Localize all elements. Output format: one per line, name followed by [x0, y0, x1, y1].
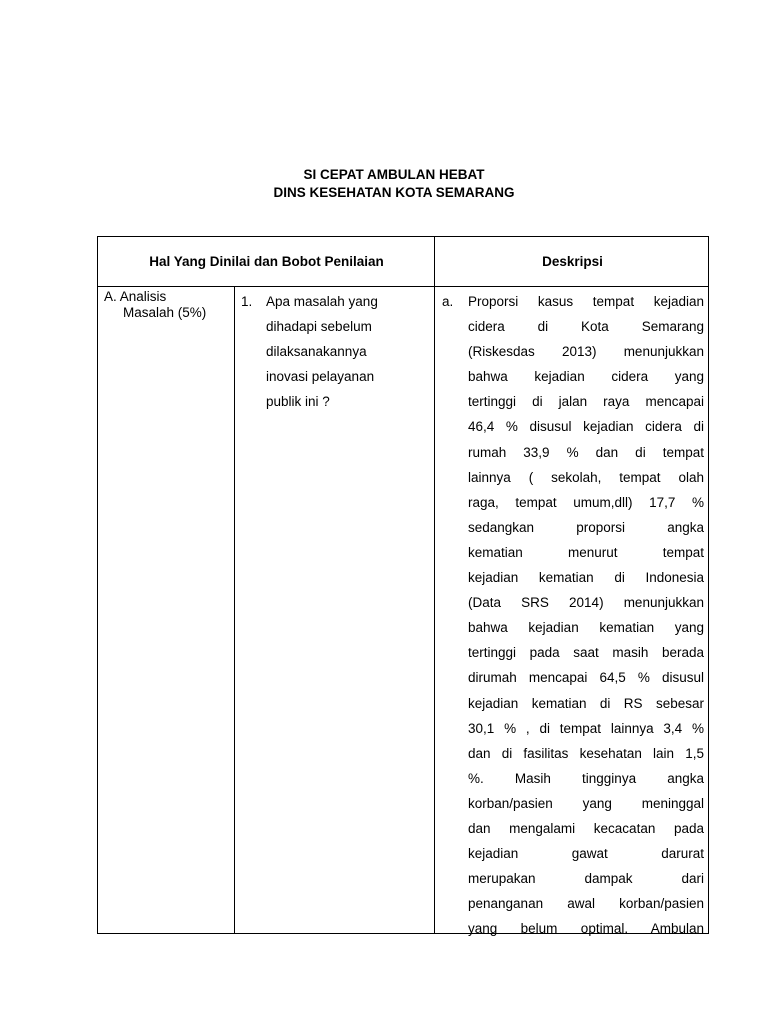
title-line-2: DINS KESEHATAN KOTA SEMARANG: [273, 185, 515, 200]
question-text: [241, 289, 431, 414]
description-text: [442, 289, 704, 941]
header-description: Deskripsi: [542, 254, 603, 269]
description-line: kematian menurut tempat: [468, 544, 704, 560]
document-title: [0, 166, 768, 202]
description-line: (Riskesdas 2013) menunjukkan: [468, 344, 704, 360]
description-line: dan di fasilitas kesehatan lain 1,5: [468, 745, 704, 761]
description-line: korban/pasien yang meninggal: [468, 795, 704, 811]
criterion-cell: [104, 289, 206, 321]
description-line: bahwa kejadian kematian yang: [468, 620, 704, 636]
description-line: cidera di Kota Semarang: [468, 319, 704, 335]
question-cell: [241, 289, 431, 414]
description-line: penanganan awal korban/pasien: [468, 896, 704, 912]
description-line: kejadian gawat darurat: [468, 846, 704, 862]
criterion-weight: Masalah (5%): [123, 305, 207, 320]
title-line-1: SI CEPAT AMBULAN HEBAT: [303, 167, 485, 182]
description-line: rumah 33,9 % dan di tempat: [468, 444, 704, 460]
column-divider-2: [434, 237, 435, 933]
description-line: kejadian kematian di RS sebesar: [468, 695, 704, 711]
description-line: 46,4 % disusul kejadian cidera di: [468, 419, 704, 435]
description-line: kejadian kematian di Indonesia: [468, 570, 704, 586]
criterion-label: A. Analisis: [104, 289, 167, 304]
description-line: (Data SRS 2014) menunjukkan: [468, 595, 704, 611]
description-line: tertinggi di jalan raya mencapai: [468, 394, 704, 410]
question-number: 1.: [241, 294, 253, 309]
column-divider-1: [234, 237, 235, 933]
question-line: dihadapi sebelum: [266, 319, 372, 334]
description-line: 30,1 % , di tempat lainnya 3,4 %: [468, 720, 704, 736]
question-line: publik ini ?: [266, 394, 330, 409]
description-marker: a.: [442, 294, 454, 309]
description-line: sedangkan proporsi angka: [468, 519, 704, 535]
description-line: raga, tempat umum,dll) 17,7 %: [468, 494, 704, 510]
description-cell: [442, 289, 704, 941]
description-line: dan mengalami kecacatan pada: [468, 820, 704, 836]
description-line: tertinggi pada saat masih berada: [468, 645, 704, 661]
description-line: lainnya ( sekolah, tempat olah: [468, 469, 704, 485]
header-criteria: Hal Yang Dinilai dan Bobot Penilaian: [149, 254, 384, 269]
description-line: %. Masih tingginya angka: [468, 770, 704, 786]
question-line: inovasi pelayanan: [266, 369, 375, 384]
description-line: merupakan dampak dari: [468, 871, 704, 887]
assessment-table: [97, 236, 709, 937]
question-line: Apa masalah yang: [266, 294, 378, 309]
header-divider: [98, 286, 708, 287]
description-line: bahwa kejadian cidera yang: [468, 369, 704, 385]
description-line: Proporsi kasus tempat kejadian: [468, 294, 704, 309]
description-line: yang belum optimal. Ambulan: [468, 921, 704, 937]
question-line: dilaksanakannya: [266, 344, 367, 359]
description-line: dirumah mencapai 64,5 % disusul: [468, 670, 704, 686]
